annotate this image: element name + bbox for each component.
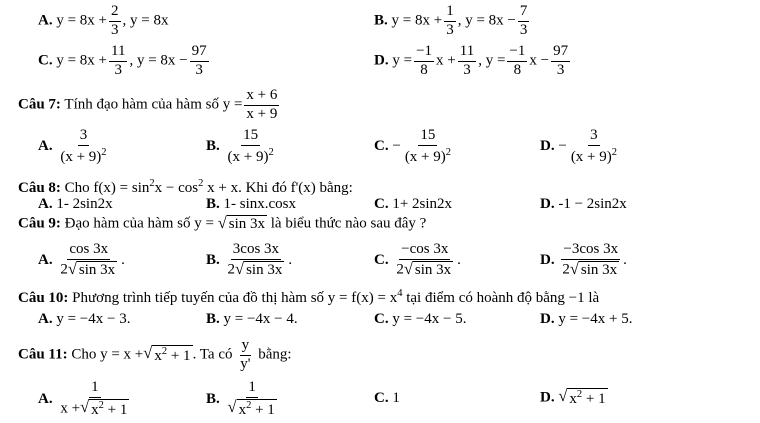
q11-stem: Câu 11: Cho y = x + √ $x^2 + 1$ . Ta có $\frac{y}{y'}$ bằng: bbox=[18, 337, 292, 372]
radical: √ sin 3x bbox=[217, 213, 266, 232]
q10-option-d: D. y = −4x + 5. bbox=[540, 311, 633, 327]
fraction: $\frac{11}{3}$ bbox=[459, 43, 475, 78]
option-label: A. bbox=[38, 138, 53, 155]
q6-option-d bbox=[374, 44, 572, 79]
q10-option-b: B. y = −4x − 4. bbox=[206, 311, 298, 327]
q6-option-a bbox=[38, 4, 168, 39]
q8-option-a: A. 1- 2sin2x bbox=[38, 196, 113, 212]
fraction: cos 3x 2 √ sin 3x bbox=[60, 241, 116, 278]
q7-option-d bbox=[540, 128, 621, 166]
q6-option-b bbox=[374, 4, 531, 39]
expr: , y = 8x bbox=[122, 12, 169, 29]
expr: , y = 8x − bbox=[129, 52, 188, 69]
fraction: 1 √ $x^2 + 1$ bbox=[227, 379, 275, 418]
q7-option-c bbox=[374, 128, 455, 166]
question-label: Câu 7: bbox=[18, 96, 61, 113]
question-label: Câu 10: bbox=[18, 290, 69, 306]
expr: y = 8x + bbox=[391, 12, 443, 29]
q7-option-b bbox=[206, 128, 278, 166]
option-label: D. bbox=[540, 138, 555, 155]
q9-option-b: B. 3cos 3x 2 √ sin 3x . bbox=[206, 241, 293, 278]
fraction: −3cos 3x 2 √ sin 3x bbox=[562, 241, 619, 278]
fraction: $\frac{11}{3}$ bbox=[111, 43, 126, 78]
sign: − bbox=[558, 138, 567, 155]
q7-stem bbox=[18, 88, 281, 123]
expr: y = 8x + bbox=[56, 12, 108, 29]
fraction: $\frac{3}{(x + 9)^2}$ bbox=[60, 127, 107, 165]
radical: √ $x^2 + 1$ bbox=[143, 343, 191, 365]
sign: − bbox=[392, 138, 401, 155]
q10-option-c: C. y = −4x − 5. bbox=[374, 311, 467, 327]
q10-stem: Câu 10: Phương trình tiếp tuyến của đồ thị hàm số $y = f(x) = x^4$ tại điểm có hoành độ bằng −1 là bbox=[18, 288, 600, 306]
option-label: B. bbox=[374, 12, 388, 29]
question-label: Câu 11: bbox=[18, 346, 68, 363]
fraction: $\frac{15}{(x + 9)^2}$ bbox=[404, 127, 452, 165]
fraction: $\frac{97}{3}$ bbox=[553, 43, 569, 78]
q8-option-b: B. 1- sinx.cosx bbox=[206, 196, 297, 212]
fraction: $\frac{1}{3}$ bbox=[446, 3, 454, 38]
q9-option-c: C. −cos 3x 2 √ sin 3x . bbox=[374, 241, 461, 278]
question-text: Cho f(x) = sin bbox=[64, 180, 150, 196]
expr: x + bbox=[436, 52, 456, 69]
option-label: C. bbox=[38, 52, 53, 69]
q7-option-a bbox=[38, 128, 111, 166]
q9-option-d: D. −3cos 3x 2 √ sin 3x . bbox=[540, 241, 627, 278]
fraction: $\frac{7}{3}$ bbox=[519, 3, 528, 38]
q8-option-d: D. -1 − 2sin2x bbox=[540, 196, 627, 212]
fraction: $\frac{y}{y'}$ bbox=[240, 337, 251, 372]
expr: , y = 8x − bbox=[457, 12, 516, 29]
q8-option-c: C. 1+ 2sin2x bbox=[374, 196, 453, 212]
fraction: $\frac{3}{(x + 9)^2}$ bbox=[570, 127, 618, 165]
expr: x − bbox=[529, 52, 550, 69]
fraction: $\frac{x + 6}{x + 9}$ bbox=[246, 87, 278, 122]
option-label: C. bbox=[374, 138, 389, 155]
fraction: $\frac{-1}{8}$ bbox=[509, 43, 526, 78]
q8-stem: Câu 8: Cho $f(x) = \sin^2x - \cos^2 x + x$. Khi đó f'(x) bằng: bbox=[18, 178, 353, 196]
q10-option-a: A. y = −4x − 3. bbox=[38, 311, 131, 327]
radical: √ $x^2 + 1$ bbox=[558, 386, 606, 407]
fraction: −cos 3x 2 √ sin 3x bbox=[396, 241, 452, 278]
q11-option-b: B. 1 √ $x^2 + 1$ bbox=[206, 380, 281, 419]
fraction: $\frac{15}{(x + 9)^2}$ bbox=[227, 127, 274, 165]
question-text: Tính đạo hàm của hàm số bbox=[64, 96, 219, 113]
q9-option-a: A. cos 3x 2 √ sin 3x . bbox=[38, 241, 125, 278]
option-label: B. bbox=[206, 138, 220, 155]
expr: y = 8x + bbox=[56, 52, 108, 69]
option-label: D. bbox=[374, 52, 389, 69]
expr: y = bbox=[392, 52, 413, 69]
q6-option-c bbox=[38, 44, 211, 79]
question-label: Câu 9: bbox=[18, 215, 61, 232]
q11-option-d: D. √ $x^2 + 1$ bbox=[540, 386, 606, 407]
question-label: Câu 8: bbox=[18, 180, 61, 196]
expr: , y = bbox=[478, 52, 506, 69]
expr: y = bbox=[222, 96, 243, 113]
fraction: $\frac{97}{3}$ bbox=[191, 43, 207, 78]
fraction: 1 x + √ $x^2 + 1$ bbox=[60, 379, 128, 418]
q11-option-c: C. 1 bbox=[374, 390, 400, 406]
fraction: $\frac{2}{3}$ bbox=[111, 3, 119, 38]
option-label: A. bbox=[38, 12, 53, 29]
q11-option-a: A. 1 x + √ $x^2 + 1$ bbox=[38, 380, 133, 419]
fraction: 3cos 3x 2 √ sin 3x bbox=[227, 241, 283, 278]
fraction: $\frac{-1}{8}$ bbox=[416, 43, 433, 78]
q9-stem: Câu 9: Đạo hàm của hàm số y = √ sin 3x là biểu thức nào sau đây ? bbox=[18, 213, 427, 232]
